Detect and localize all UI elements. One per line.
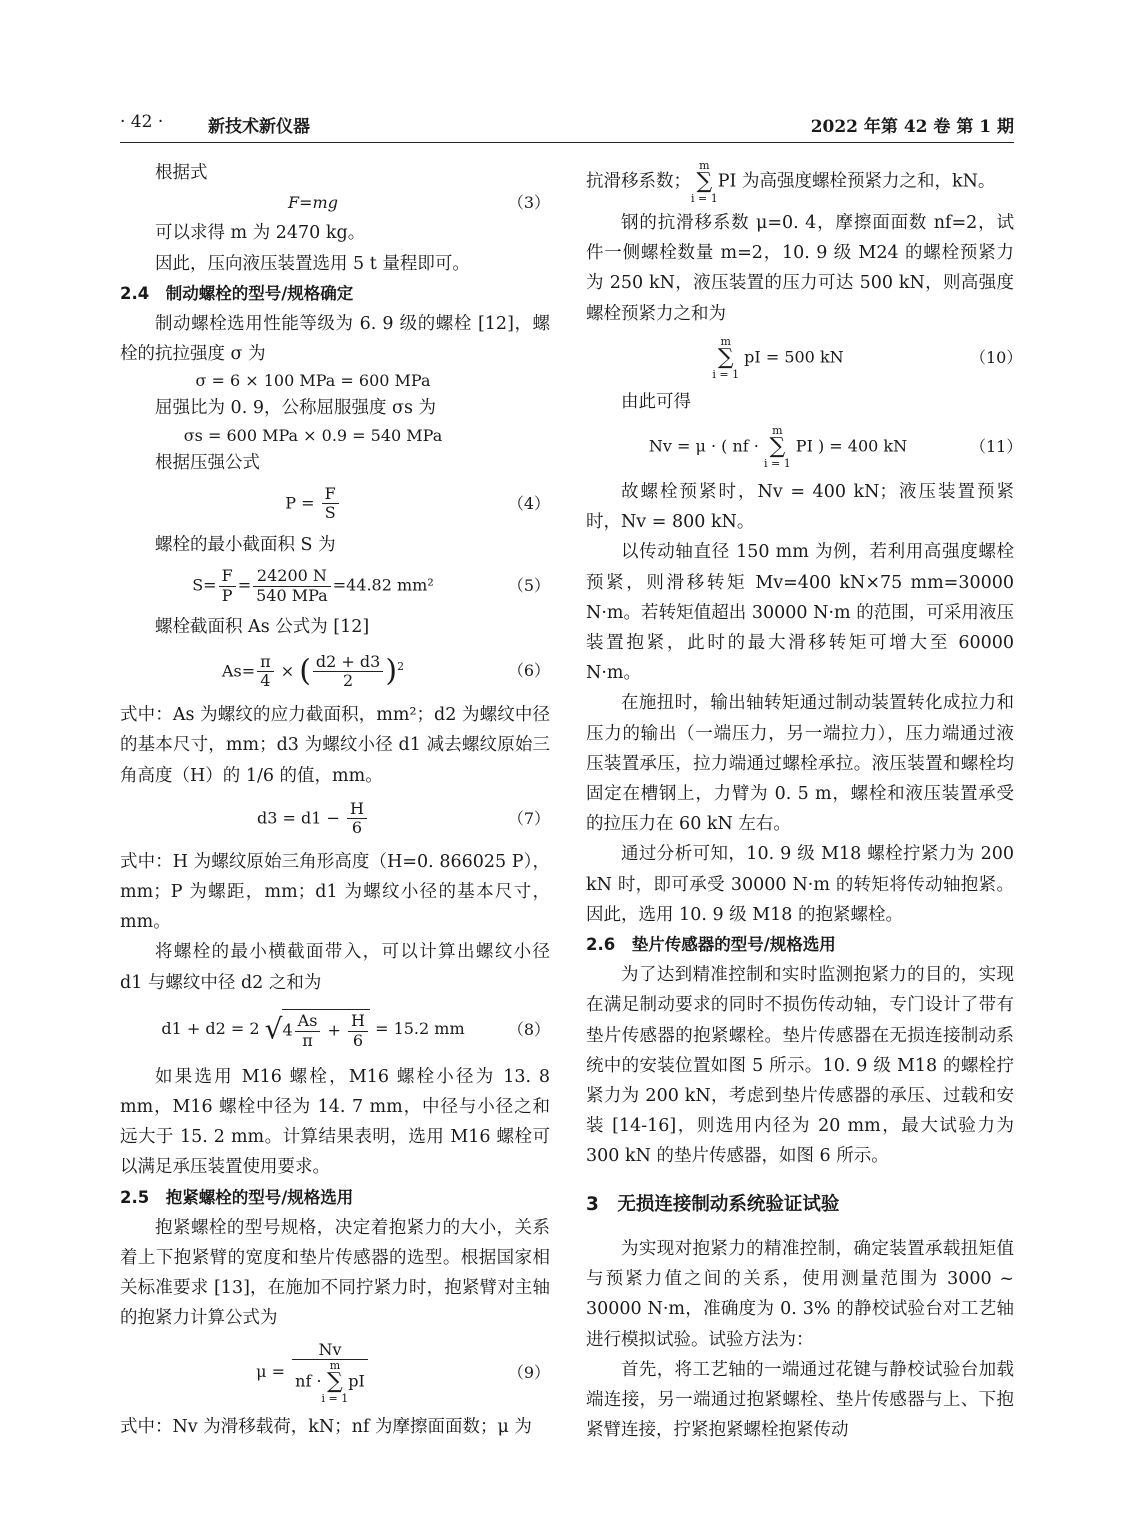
equation-9 bbox=[120, 1334, 550, 1412]
paragraph: 钢的抗滑移系数 μ=0. 4，摩擦面面数 nf=2，试件一侧螺栓数量 m=2，10. 9 级 M24 的螺栓预紧力为 250 kN，液压装置的压力可达 500 kN，则高强度螺栓预紧力之和为 bbox=[586, 213, 1014, 324]
equation-7 bbox=[120, 791, 550, 847]
paragraph: 故螺栓预紧时，Nv = 400 kN；液压装置预紧时，Nv = 800 kN。 bbox=[586, 482, 1014, 533]
section-heading-3: 3 无损连接制动系统验证试验 bbox=[586, 1193, 840, 1215]
paragraph: 根据压强公式 bbox=[155, 452, 260, 473]
right-column bbox=[586, 159, 1023, 1445]
equation-4 bbox=[120, 478, 550, 530]
equation-number: （4） bbox=[507, 493, 550, 513]
equals-sign: = bbox=[237, 575, 252, 595]
paragraph: 式中：H 为螺纹原始三角形高度（H=0. 866025 P），mm；P 为螺距，mm；d1 为螺纹小径的基本尺寸，mm。 bbox=[120, 851, 550, 933]
paragraph: 制动螺栓选用性能等级为 6. 9 级的螺栓 [12]，螺栓的抗拉强度 σ 为 bbox=[120, 314, 550, 365]
section-heading-2-5: 2.5 抱紧螺栓的型号/规格选用 bbox=[120, 1187, 354, 1207]
sqrt-sign: √ bbox=[264, 1012, 283, 1046]
equation-lhs: P = bbox=[285, 493, 315, 513]
text-run: PI 为高强度螺栓预紧力之和，kN。 bbox=[717, 171, 996, 192]
issue-info: 2022 年第 42 卷 第 1 期 bbox=[810, 117, 1014, 137]
fraction: $\frac{F}{P}$ bbox=[219, 567, 236, 605]
text-run: 抗滑移系数； bbox=[586, 171, 691, 192]
times-sign: × bbox=[280, 661, 295, 681]
paragraph: 屈强比为 0. 9，公称屈服强度 σs 为 bbox=[155, 398, 437, 419]
paragraph: 为实现对抱紧力的精准控制，确定装置承载扭矩值与预紧力值之间的关系，使用测量范围为 3000 ~ 30000 N·m，准确度为 0. 3% 的静校试验台对工艺轴进行模拟试验。试验方法为： bbox=[586, 1238, 1014, 1350]
equation-lhs: As= bbox=[221, 661, 256, 681]
equation-sigma-s bbox=[120, 424, 550, 448]
page-header bbox=[120, 112, 1014, 143]
equation-lhs: Nv = μ · ( nf · bbox=[648, 436, 759, 456]
left-paren: ( bbox=[299, 653, 311, 689]
fraction: $\frac{d2 + d3}{2}$ bbox=[313, 653, 383, 691]
plus-sign: + bbox=[327, 1020, 341, 1040]
paragraph: 由此可得 bbox=[621, 391, 691, 412]
section-heading-2-4: 2.4 制动螺栓的型号/规格确定 bbox=[120, 283, 354, 303]
equation-number: （5） bbox=[507, 575, 550, 595]
fraction: $\frac{H}{6}$ bbox=[348, 1012, 368, 1050]
equation-rhs: PI ) = 400 kN bbox=[795, 436, 908, 456]
fraction: $\frac{F}{S}$ bbox=[322, 485, 339, 523]
equation-11 bbox=[586, 417, 1023, 477]
paragraph: 以传动轴直径 150 mm 为例，若利用高强度螺栓预紧，则滑移转矩 Mv=400 kN×75 mm=30000 N·m。若转矩值超出 30000 N·m 的范围，可采用液压装置抱紧，此时的最大滑移转矩可增大至 60000 N·m。 bbox=[586, 542, 1014, 684]
fraction: $\frac{As}{\pi}$ bbox=[295, 1012, 321, 1050]
equation-text: σs = 600 MPa × 0.9 = 540 MPa bbox=[183, 425, 443, 445]
equation-number: （3） bbox=[507, 193, 550, 213]
summation-sign: m ∑ i = 1 bbox=[691, 159, 718, 205]
paragraph: 通过分析可知，10. 9 级 M18 螺栓拧紧力为 200 kN 时，即可承受 30000 N·m 的转矩将传动轴抱紧。因此，选用 10. 9 级 M18 的抱紧螺栓。 bbox=[586, 844, 1014, 925]
fraction: $\frac{\pi}{4}$ bbox=[257, 653, 274, 691]
paragraph: 将螺栓的最小横截面带入，可以计算出螺纹小径 d1 与螺纹中径 d2 之和为 bbox=[120, 942, 550, 993]
equation-number: （7） bbox=[507, 808, 550, 828]
equation-number: （8） bbox=[507, 1019, 550, 1039]
fraction: Nv nf ·m ∑ i = 1pI bbox=[292, 1341, 368, 1404]
page-number: · 42 · bbox=[120, 112, 164, 132]
paragraph: 在施扭时，输出轴转矩通过制动装置转化成拉力和压力的输出（一端压力，另一端拉力），压力端通过液压装置承压，拉力端通过螺栓承拉。液压装置和螺栓均固定在槽钢上，力臂为 0. 5 m，螺栓和液压装置承受的拉压力在 60 kN 左右。 bbox=[586, 693, 1014, 835]
paragraph: 根据式 bbox=[155, 163, 208, 183]
equation-lhs: d1 + d2 = 2 bbox=[161, 1019, 260, 1039]
equation-number: （6） bbox=[507, 661, 550, 681]
equation-number: （9） bbox=[507, 1362, 550, 1382]
summation-sign: m ∑ i = 1 bbox=[712, 334, 740, 381]
summation-sign: m ∑ i = 1 bbox=[763, 424, 791, 471]
paragraph: 首先，将工艺轴的一端通过花键与静校试验台加载端连接，另一端通过抱紧螺栓、垫片传感器与上、下抱紧臂连接，拧紧抱紧螺栓抱紧传动 bbox=[586, 1359, 1014, 1441]
equation-text: σ = 6 × 100 MPa = 600 MPa bbox=[195, 371, 431, 391]
section-heading-2-6: 2.6 垫片传感器的型号/规格选用 bbox=[586, 935, 836, 955]
fraction: $\frac{H}{6}$ bbox=[347, 800, 367, 838]
fraction: $\frac{24200 N}{\text{540 MPa}}$ bbox=[253, 567, 331, 605]
equation-lhs: μ = bbox=[256, 1362, 286, 1382]
paragraph: 如果选用 M16 螺栓，M16 螺栓小径为 13. 8 mm，M16 螺栓中径为 14. 7 mm，中径与小径之和远大于 15. 2 mm。计算结果表明，选用 M16 螺栓可以满足承压装置使用要求。 bbox=[120, 1066, 550, 1178]
equation-8 bbox=[120, 998, 550, 1062]
paragraph: 式中：Nv 为滑移载荷，kN；nf 为摩擦面面数；μ 为 bbox=[120, 1416, 532, 1437]
equation-rhs: = 15.2 mm bbox=[375, 1019, 465, 1039]
equation-number: （11） bbox=[970, 436, 1023, 456]
equation-10 bbox=[586, 329, 1023, 387]
equation-sigma bbox=[120, 369, 550, 393]
summation-sign: m ∑ i = 1 bbox=[321, 1359, 349, 1406]
equation-5 bbox=[120, 560, 550, 612]
journal-name: 新技术新仪器 bbox=[208, 117, 310, 137]
equation-6 bbox=[120, 642, 550, 700]
paragraph: 螺栓的最小截面积 S 为 bbox=[155, 534, 336, 555]
right-paren: ) bbox=[385, 653, 398, 689]
equation-lhs: S= bbox=[192, 575, 217, 595]
equation-lhs: d3 = d1 − bbox=[257, 808, 340, 828]
equation-text: F=mg bbox=[288, 193, 338, 213]
equation-3 bbox=[120, 188, 550, 218]
equation-text: pI = 500 kN bbox=[744, 347, 844, 367]
equation-number: （10） bbox=[970, 347, 1023, 367]
left-column bbox=[120, 158, 550, 1442]
paragraph bbox=[586, 160, 1014, 204]
paragraph: 为了达到精准控制和实时监测抱紧力的目的，实现在满足制动要求的同时不损伤传动轴，专门设计了带有垫片传感器的抱紧螺栓。垫片传感器在无损连接制动系统中的安装位置如图 5 所示。10. 9 级 M18 的螺栓拧紧力为 200 kN，考虑到垫片传感器的承压、过载和安装 [14-16]，则选用内径为 20 mm，最大试验力为 300 kN 的垫片传感器，如图 6 所示。 bbox=[586, 965, 1014, 1167]
paragraph: 螺栓截面积 As 公式为 [12] bbox=[155, 617, 370, 638]
paragraph: 抱紧螺栓的型号规格，决定着抱紧力的大小，关系着上下抱紧臂的宽度和垫片传感器的选型。根据国家相关标准要求 [13]，在施加不同拧紧力时，抱紧臂对主轴的抱紧力计算公式为 bbox=[120, 1217, 550, 1329]
paragraph: 因此，压向液压装置选用 5 t 量程即可。 bbox=[155, 253, 470, 274]
coefficient: 4 bbox=[282, 1020, 293, 1040]
paragraph: 式中：As 为螺纹的应力截面积，mm²；d2 为螺纹中径的基本尺寸，mm；d3 为螺纹小径 d1 减去螺纹原始三角高度（H）的 1/6 的值，mm。 bbox=[120, 705, 550, 786]
paragraph: 可以求得 m 为 2470 kg。 bbox=[155, 223, 366, 244]
exponent: 2 bbox=[397, 659, 405, 673]
equation-rhs: =44.82 mm² bbox=[332, 575, 434, 595]
